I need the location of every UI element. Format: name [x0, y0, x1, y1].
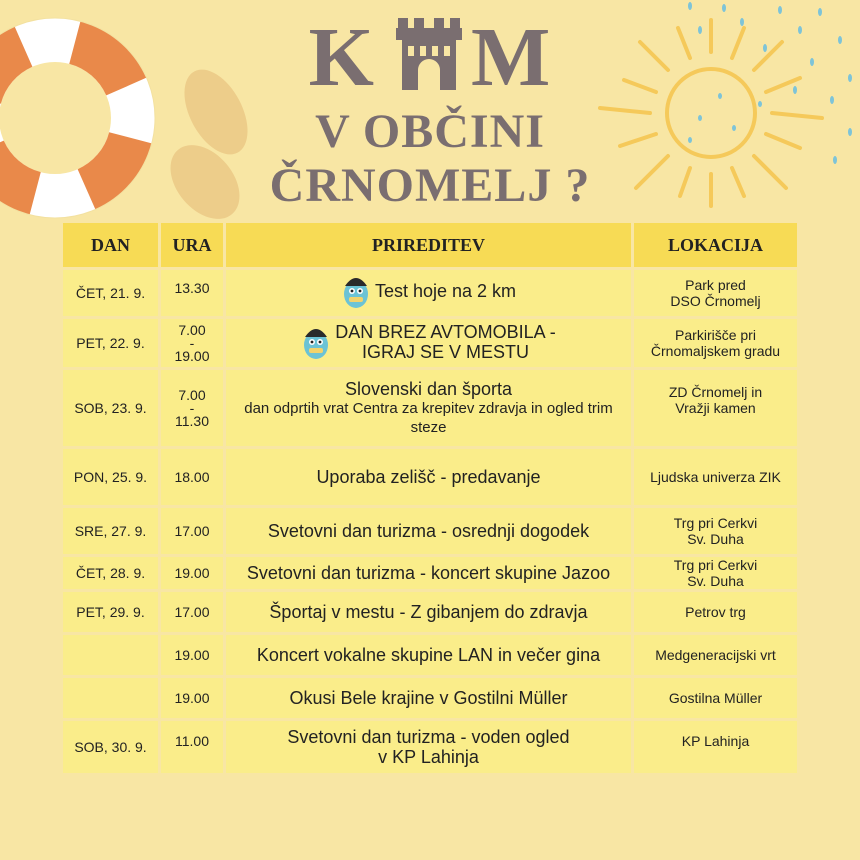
title-letter-k: K	[308, 11, 376, 104]
row-time	[161, 635, 223, 675]
row-event	[226, 508, 631, 554]
table-row	[63, 721, 797, 773]
row-event	[226, 270, 631, 316]
time-start: 7.00	[178, 322, 206, 338]
table-row	[63, 635, 797, 675]
table-row	[63, 449, 797, 505]
header-time: URA	[161, 223, 223, 267]
time-end: 11.30	[175, 413, 209, 429]
row-location	[634, 678, 797, 718]
row-time	[161, 449, 223, 505]
table-header-row	[63, 223, 797, 267]
mascot-icon	[341, 272, 371, 310]
row-time	[161, 508, 223, 554]
row-location	[634, 449, 797, 505]
time-start: 19.00	[174, 647, 210, 663]
events-table	[60, 220, 800, 776]
row-location	[634, 557, 797, 589]
time-start: 18.00	[174, 469, 210, 485]
row-location	[634, 270, 797, 316]
event-title: Koncert vokalne skupine LAN in večer gina	[256, 645, 601, 665]
event-title: Svetovni dan turizma - koncert skupine Jazoo	[246, 563, 611, 583]
event-title: DAN BREZ AVTOMOBILA -	[335, 321, 556, 342]
row-day: PON, 25. 9.	[63, 449, 158, 505]
table-row	[63, 270, 797, 316]
row-time	[161, 557, 223, 589]
castle-tower-icon	[394, 18, 464, 90]
table-row	[63, 557, 797, 589]
row-event	[226, 557, 631, 589]
location-line-1: Trg pri Cerkvi	[673, 515, 758, 531]
header-event: PRIREDITEV	[226, 223, 631, 267]
event-title-line-2: IGRAJ SE V MESTU	[361, 341, 529, 362]
location-line-1: Parkirišče pri	[675, 327, 756, 343]
event-title: Test hoje na 2 km	[374, 281, 517, 301]
event-title: Svetovni dan turizma - osrednji dogodek	[267, 521, 590, 541]
row-event	[226, 678, 631, 718]
row-location	[634, 635, 797, 675]
row-day: PET, 22. 9.	[63, 319, 158, 367]
row-event	[226, 635, 631, 675]
time-start: 19.00	[174, 690, 210, 706]
row-time	[161, 319, 223, 367]
row-event	[226, 370, 631, 446]
row-location	[634, 370, 797, 446]
row-time	[161, 721, 223, 773]
table-row	[63, 678, 797, 718]
event-title: Slovenski dan športa	[344, 379, 513, 399]
time-dash: -	[189, 400, 195, 416]
row-time	[161, 370, 223, 446]
table-row	[63, 370, 797, 446]
location-line-2: Sv. Duha	[687, 573, 744, 589]
event-title: Športaj v mestu - Z gibanjem do zdravja	[269, 602, 588, 622]
location-line-2: Črnomaljskem gradu	[650, 343, 781, 359]
title-line-2: V OBČINI	[315, 105, 545, 158]
time-start: 17.00	[174, 604, 210, 620]
row-time	[161, 592, 223, 632]
location-line-2: Sv. Duha	[687, 531, 744, 547]
row-day: SOB, 30. 9.	[63, 721, 158, 773]
row-event	[226, 592, 631, 632]
row-event	[226, 721, 631, 773]
location-line-1: KP Lahinja	[681, 733, 750, 749]
row-location	[634, 721, 797, 773]
location-line-1: Park pred	[685, 277, 746, 293]
time-start: 7.00	[178, 387, 206, 403]
location-line-1: Medgeneracijski vrt	[655, 647, 776, 663]
row-day	[63, 678, 158, 718]
location-line-1: Trg pri Cerkvi	[673, 557, 758, 573]
location-line-1: Petrov trg	[685, 604, 746, 620]
event-subtitle: dan odprtih vrat Centra za krepitev zdravja in ogled trim steze	[244, 400, 613, 436]
time-start: 19.00	[174, 565, 210, 581]
row-day: PET, 29. 9.	[63, 592, 158, 632]
row-day: SOB, 23. 9.	[63, 370, 158, 446]
row-day: ČET, 28. 9.	[63, 557, 158, 589]
table-row	[63, 319, 797, 367]
time-start: 13.30	[174, 280, 210, 296]
row-event	[226, 449, 631, 505]
row-event	[226, 319, 631, 367]
location-line-1: Gostilna Müller	[668, 690, 763, 706]
time-start: 17.00	[174, 523, 210, 539]
time-start: 11.00	[175, 733, 209, 749]
row-location	[634, 592, 797, 632]
mascot-icon	[301, 323, 331, 361]
event-title: Okusi Bele krajine v Gostilni Müller	[289, 688, 568, 708]
row-day: ČET, 21. 9.	[63, 270, 158, 316]
title-line-3: ČRNOMELJ ?	[269, 159, 591, 212]
row-day: SRE, 27. 9.	[63, 508, 158, 554]
row-time	[161, 270, 223, 316]
title-letter-m: M	[471, 11, 552, 104]
time-dash: -	[189, 335, 195, 351]
location-line-2: DSO Črnomelj	[670, 293, 761, 309]
table-row	[63, 592, 797, 632]
row-location	[634, 508, 797, 554]
row-day	[63, 635, 158, 675]
row-time	[161, 678, 223, 718]
location-line-2: Vražji kamen	[675, 400, 756, 416]
event-title: Svetovni dan turizma - voden ogled	[287, 727, 570, 747]
time-end: 19.00	[174, 348, 210, 364]
row-location	[634, 319, 797, 367]
header-day: DAN	[63, 223, 158, 267]
event-title: Uporaba zelišč - predavanje	[316, 467, 541, 487]
location-line-1: Ljudska univerza ZIK	[650, 469, 781, 485]
header-location: LOKACIJA	[634, 223, 797, 267]
event-title-line-2: v KP Lahinja	[378, 747, 479, 767]
table-row	[63, 508, 797, 554]
location-line-1: ZD Črnomelj in	[668, 384, 763, 400]
